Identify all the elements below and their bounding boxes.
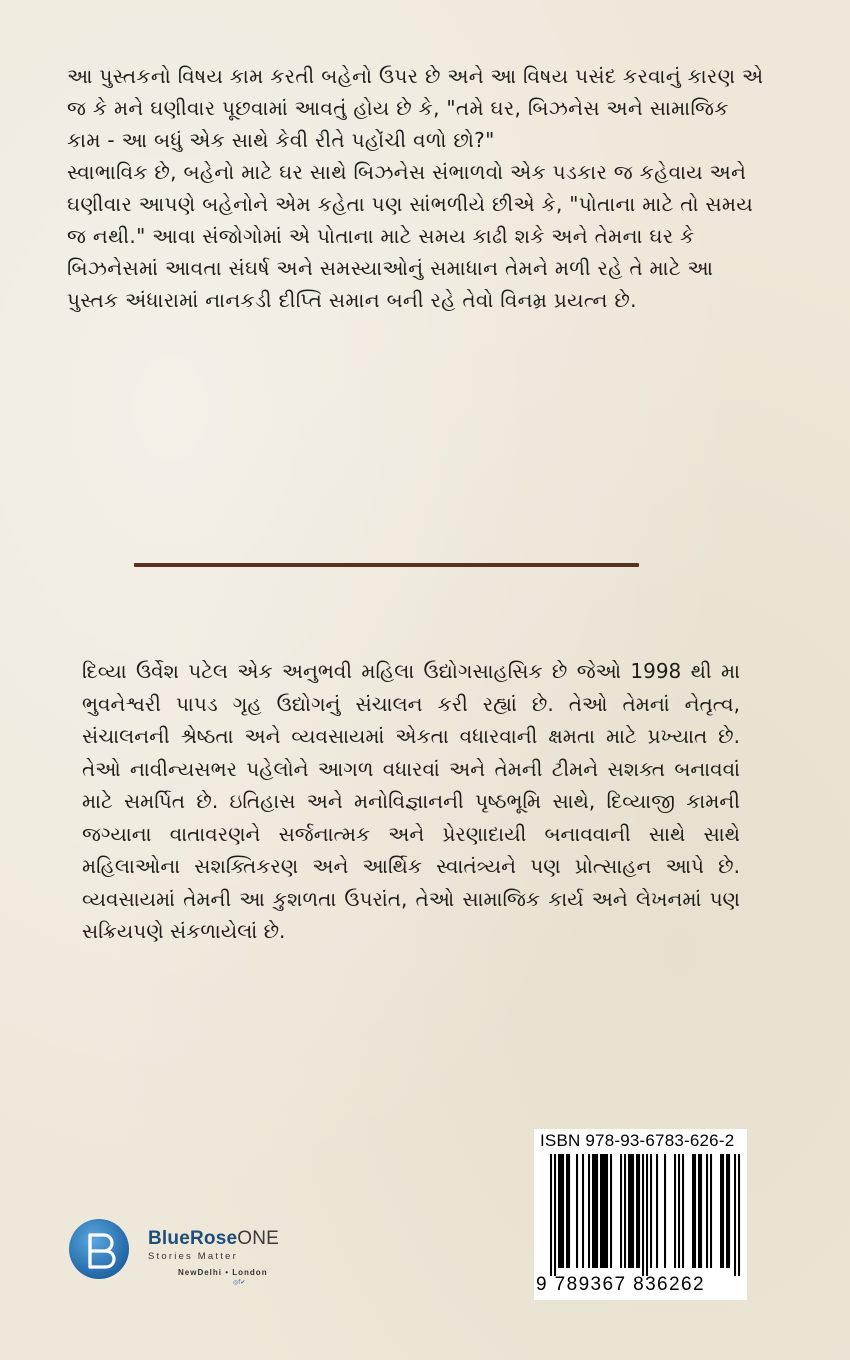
barcode-bar <box>638 1154 640 1268</box>
barcode-bars <box>538 1154 744 1276</box>
barcode-bar <box>592 1154 594 1268</box>
publisher-name <box>148 1228 279 1250</box>
barcode-bar <box>594 1154 596 1268</box>
barcode-bar <box>674 1154 676 1268</box>
barcode-bar <box>632 1154 634 1268</box>
blurb-paragraph-2: સ્વાભાવિક છે, બહેનો માટે ઘર સાથે બિઝનેસ સંભાળવો એક પડકાર જ કહેવાય અને ઘણીવાર આપણે બહેનોને એમ કહેતા પણ સાંભળીયે છીએ કે, "પોતાના માટે તો સમય જ નથી." આવા સંજોગોમાં એ પોતાના માટે સમય કાઢી શકે અને તેમના ઘર કે બિઝનેસમાં આવતા સંઘર્ષ અને સમસ્યાઓનું સમાધાન તેમને મળી રહે તે માટે આ પુસ્તક અંધારામાં નાનકડી દીપ્તિ સમાન બની રહે તેવો વિનમ્ર પ્રયત્ન છે. <box>67 160 754 312</box>
barcode-bar <box>604 1154 606 1268</box>
barcode-bar <box>596 1154 598 1268</box>
bluerose-logo-icon <box>68 1218 130 1280</box>
publisher-tagline: Stories Matter <box>148 1251 238 1262</box>
barcode-bar <box>678 1154 680 1268</box>
barcode-bar <box>636 1154 638 1268</box>
social-icons: ◎f✔ <box>233 1279 246 1286</box>
barcode-bar <box>720 1154 722 1268</box>
isbn-digits: 9 789367 836262 <box>536 1274 705 1295</box>
barcode-bar <box>646 1154 648 1276</box>
barcode-bar <box>600 1154 602 1268</box>
barcode-bar <box>734 1154 736 1276</box>
barcode-bar <box>694 1154 696 1268</box>
barcode-bar <box>620 1154 622 1268</box>
barcode-bar <box>706 1154 708 1268</box>
barcode-bar <box>710 1154 712 1268</box>
publisher-name-bold: BlueRose <box>148 1228 238 1249</box>
barcode-bar <box>558 1154 560 1268</box>
barcode-bar <box>550 1154 552 1276</box>
barcode-bar <box>588 1154 590 1268</box>
barcode-bar <box>728 1154 730 1268</box>
barcode-bar <box>610 1154 612 1268</box>
barcode-bar <box>664 1154 666 1268</box>
barcode-bar <box>582 1154 584 1268</box>
barcode-bar <box>682 1154 684 1268</box>
barcode-bar <box>738 1154 740 1276</box>
barcode-bar <box>692 1154 694 1268</box>
barcode-bar <box>560 1154 562 1268</box>
barcode-bar <box>642 1154 644 1276</box>
publisher-cities: NewDelhi • London <box>178 1268 268 1277</box>
barcode-bar <box>628 1154 630 1268</box>
barcode-bar <box>650 1154 652 1268</box>
publisher-logo-block <box>68 1218 338 1298</box>
isbn-barcode <box>534 1129 747 1300</box>
barcode-bar <box>656 1154 658 1268</box>
barcode-bar <box>566 1154 568 1268</box>
barcode-bar <box>562 1154 564 1268</box>
barcode-bar <box>700 1154 702 1268</box>
blurb-paragraph-1: આ પુસ્તકનો વિષય કામ કરતી બહેનો ઉપર છે અને આ વિષય પસંદ કરવાનું કારણ એ જ કે મને ઘણીવાર પૂછવામાં આવતું હોય છે કે, "તમે ઘર, બિઝનેસ અને સામાજિક કામ - આ બધું એક સાથે કેવી રીતે પહોંચી વળો છો?" <box>67 64 764 152</box>
barcode-bar <box>630 1154 632 1268</box>
barcode-bar <box>576 1154 578 1268</box>
book-blurb <box>67 60 767 316</box>
barcode-bar <box>726 1154 728 1268</box>
barcode-bar <box>606 1154 608 1268</box>
author-bio: દિવ્યા ઉર્વેશ પટેલ એક અનુભવી મહિલા ઉદ્યોગસાહસિક છે જેઓ 1998 થી મા ભુવનેશ્વરી પાપડ ગૃહ ઉદ્યોગનું સંચાલન કરી રહ્યાં છે. તેઓ તેમનાં નેતૃત્વ, સંચાલનની શ્રેષ્ઠતા અને વ્યવસાયમાં એકતા વધારવાની ક્ષમતા માટે પ્રખ્યાત છે. તેઓ નાવીન્યસભર પહેલોને આગળ વધારવાં અને તેમની ટીમને સશક્ત બનાવવાં માટે સમર્પિત છે. ઇતિહાસ અને મનોવિજ્ઞાનની પૃષ્ઠભૂમિ સાથે, દિવ્યાજી કામની જગ્યાના વાતાવરણને સર્જનાત્મક અને પ્રેરણાદાયી બનાવવાની સાથે સાથે મહિલાઓના સશક્તિકરણ અને આર્થિક સ્વાતંત્ર્યને પણ પ્રોત્સાહન આપે છે. વ્યવસાયમાં તેમની આ કુશળતા ઉપરાંત, તેઓ સામાજિક કાર્ય અને લેખનમાં પણ સક્રિયપણે સંકળાયેલાં છે. <box>82 659 740 943</box>
barcode-bar <box>722 1154 724 1268</box>
isbn-label: ISBN 978-93-6783-626-2 <box>540 1131 735 1150</box>
barcode-bar <box>698 1154 700 1268</box>
section-divider <box>134 563 639 567</box>
barcode-bar <box>624 1154 626 1268</box>
barcode-bar <box>602 1154 604 1268</box>
barcode-graphic <box>538 1154 744 1276</box>
barcode-bar <box>554 1154 556 1276</box>
publisher-name-thin: ONE <box>237 1228 280 1249</box>
barcode-bar <box>568 1154 570 1268</box>
